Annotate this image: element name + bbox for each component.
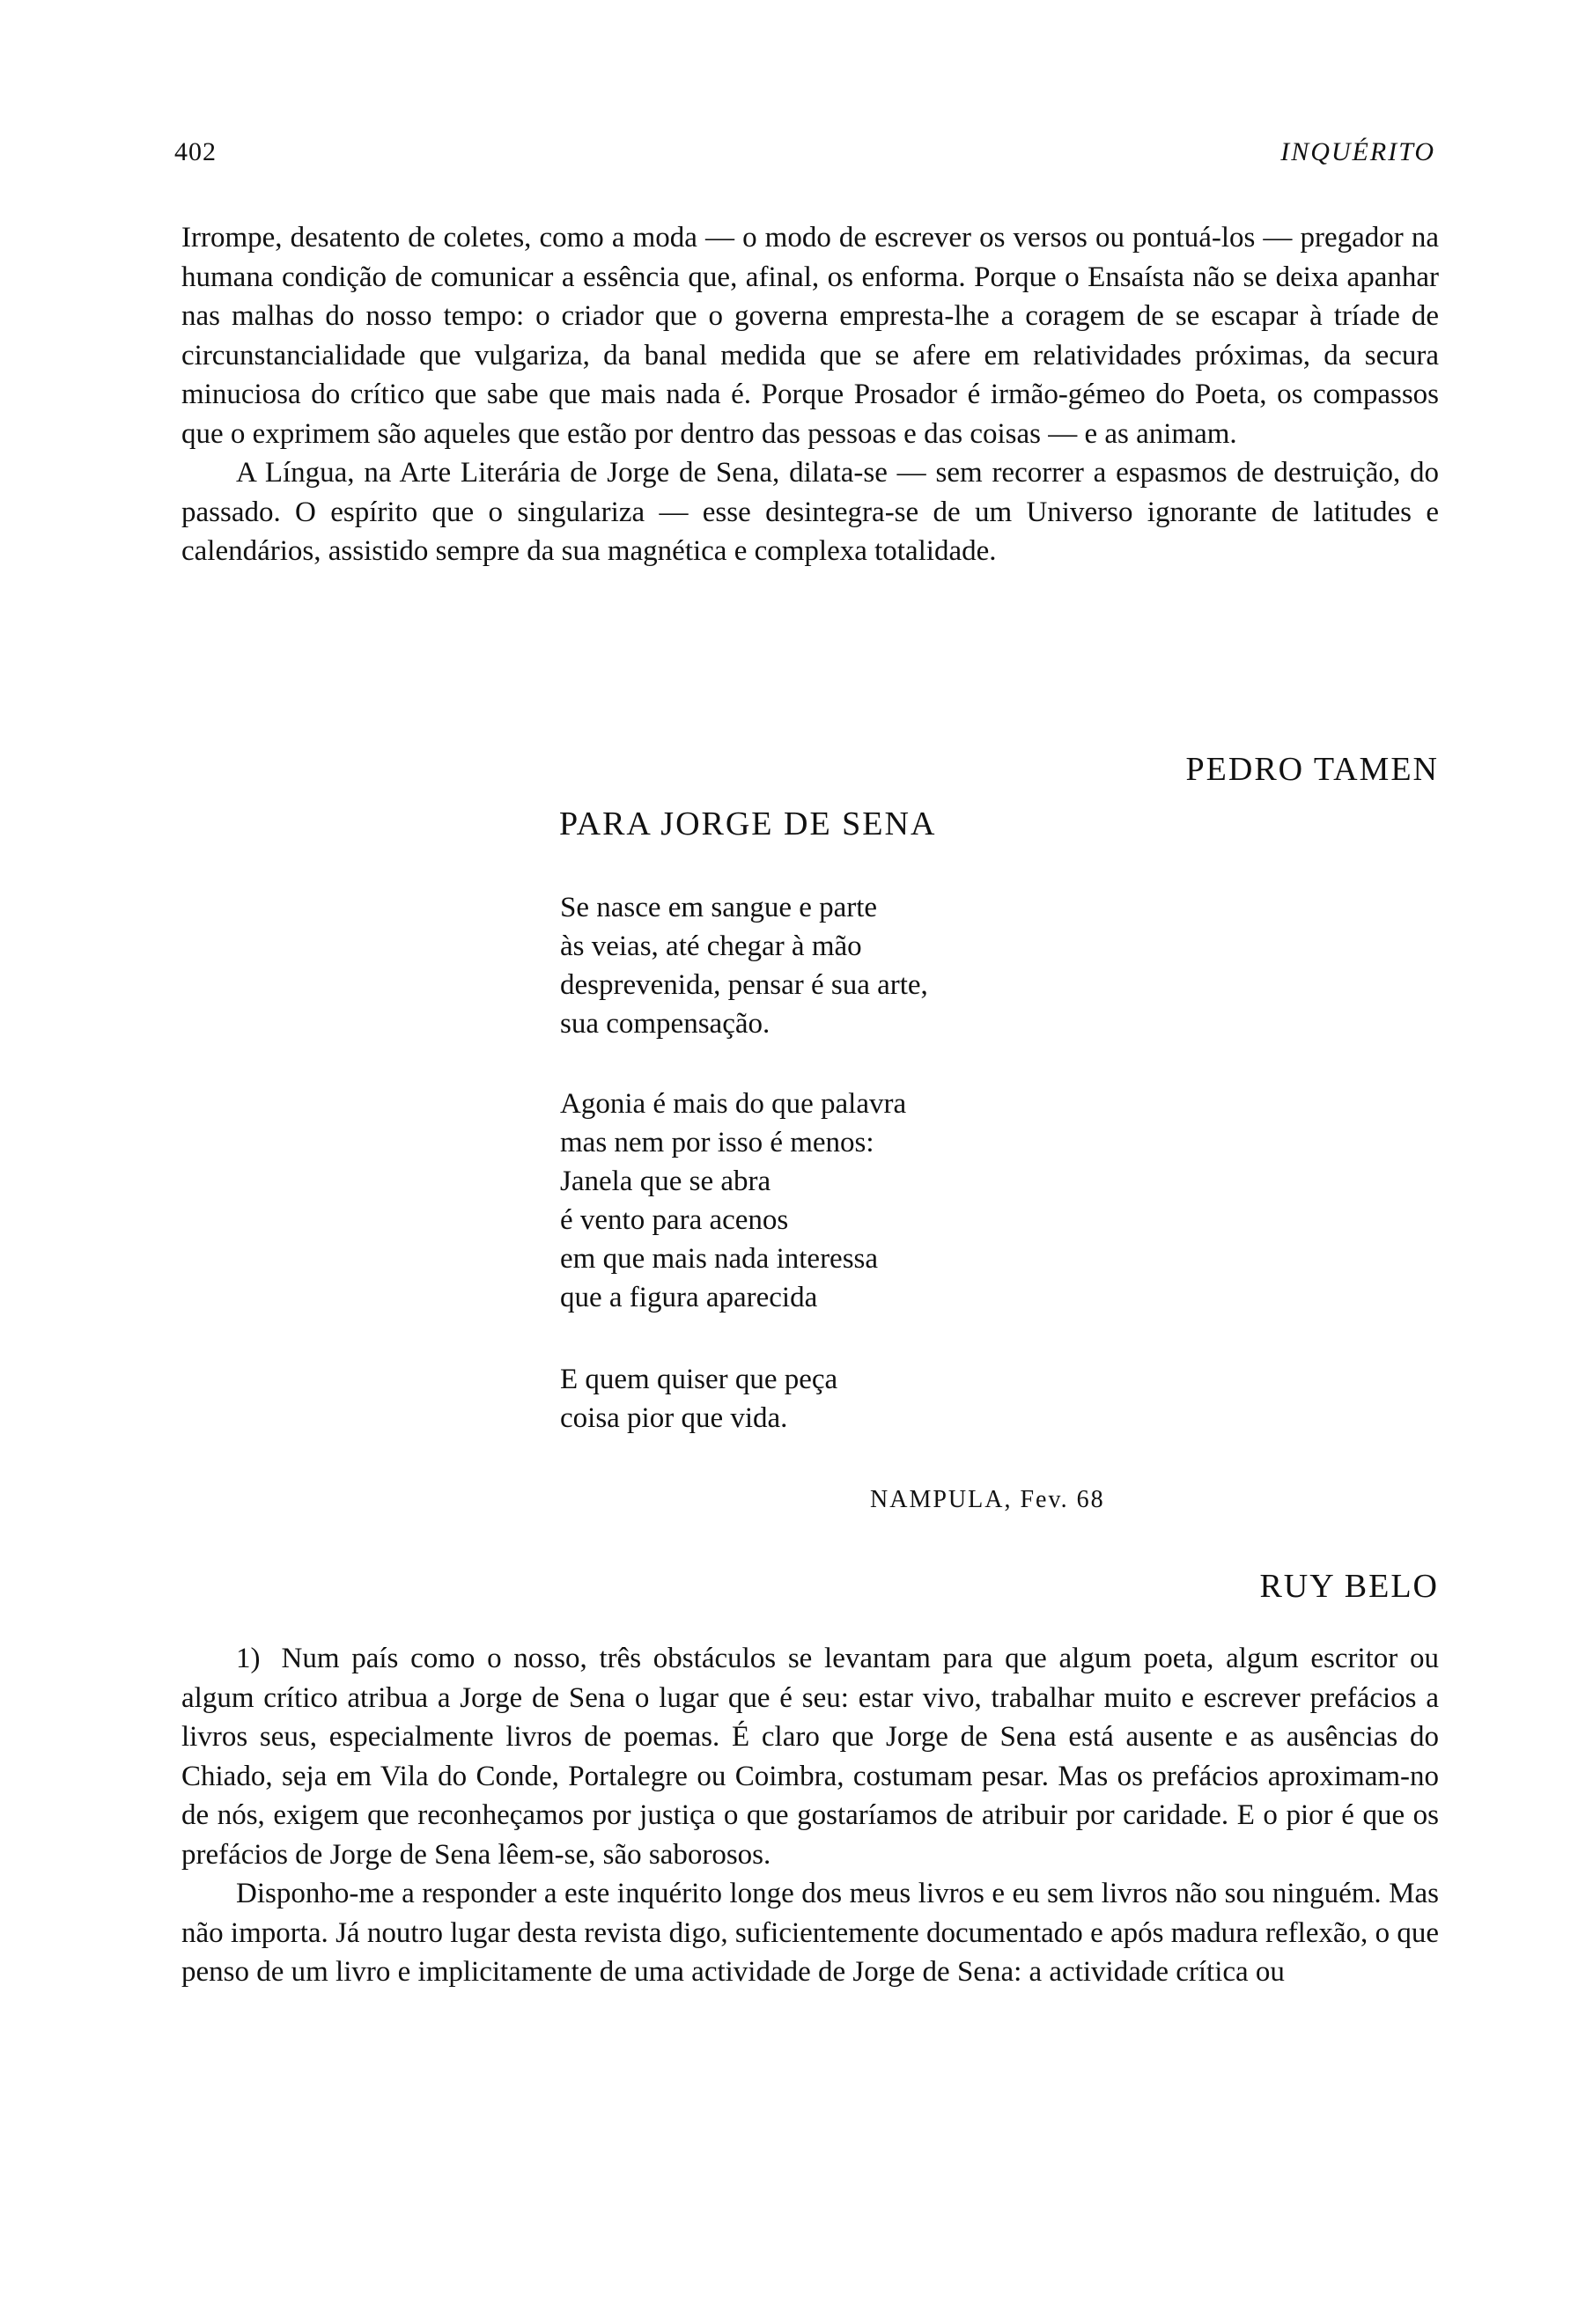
poem-stanza-3 [560, 1360, 1229, 1438]
intro-paragraph-1: Irrompe, desatento de coletes, como a moda — o modo de escrever os versos ou pontuá-los — pregador na humana condição de comunicar a essência que, afinal, os enforma. Porque o Ensaísta não se deixa apanhar nas malhas do nosso tempo: o criador que o governa empresta-lhe a coragem de se escapar à tríade de circunstancialidade que vulgariza, da banal medida que se afere em relatividades próximas, da secura minuciosa do crítico que sabe que mais nada é. Porque Prosador é irmão-gémeo do Poeta, os compassos que o exprimem são aqueles que estão por dentro das pessoas e das coisas — e as animam. [181, 222, 1439, 450]
ruy-belo-text [181, 1639, 1439, 1992]
poem-line: Se nasce em sangue e parte [560, 892, 878, 923]
poem-title: PARA JORGE DE SENA [559, 805, 937, 842]
poem-stanza-2 [560, 1085, 1229, 1317]
author-ruy-belo: RUY BELO [1259, 1568, 1439, 1605]
poem-line: coisa pior que vida. [560, 1402, 788, 1434]
poem-line: mas nem por isso é menos: [560, 1127, 874, 1158]
poem-line: sua compensação. [560, 1008, 771, 1040]
poem-stanza-1 [560, 888, 1229, 1043]
poem-line: que a figura aparecida [560, 1282, 818, 1313]
ruy-paragraph-2: Disponho-me a responder a este inquérito longe dos meus livros e eu sem livros não sou ninguém. Mas não importa. Já noutro lugar desta revista digo, suficientemente documentado e após madura reflexão, o que penso de um livro e implicitamente de uma actividade de Jorge de Sena: a actividade crítica ou [181, 1878, 1439, 1988]
page-number: 402 [174, 137, 217, 166]
intro-text [181, 218, 1439, 571]
poem-line: E quem quiser que peça [560, 1364, 838, 1395]
poem-signature: NAMPULA, Fev. 68 [870, 1486, 1105, 1513]
poem-line: é vento para acenos [560, 1204, 789, 1236]
poem-line: às veias, até chegar à mão [560, 930, 862, 962]
running-head: INQUÉRITO [1280, 137, 1435, 166]
ruy-paragraph-1 [181, 1639, 1439, 1874]
poem-line: em que mais nada interessa [560, 1243, 879, 1275]
ruy-paragraph-1-text: Num país como o nosso, três obstáculos se levantam para que algum poeta, algum escritor ou algum crítico atribua a Jorge de Sena o lugar que é seu: estar vivo, trabalhar muito e escrever prefácios a livros seus, especialmente livros de poemas. É claro que Jorge de Sena está ausente e as ausências do Chiado, seja em Vila do Conde, Portalegre ou Coimbra, costumam pesar. Mas os prefácios aproximam-no de nós, exigem que reconheçamos por justiça o que gostaríamos de atribuir por caridade. E o pior é que os prefácios de Jorge de Sena lêem-se, são saborosos. [181, 1643, 1439, 1871]
answer-number: 1) [236, 1643, 261, 1674]
poem-line: Agonia é mais do que palavra [560, 1088, 907, 1120]
author-pedro-tamen: PEDRO TAMEN [1185, 751, 1439, 788]
poem-line: Janela que se abra [560, 1166, 771, 1197]
poem-line: desprevenida, pensar é sua arte, [560, 969, 928, 1001]
intro-paragraph-2: A Língua, na Arte Literária de Jorge de Sena, dilata-se — sem recorrer a espasmos de destruição, do passado. O espírito que o singulariza — esse desintegra-se de um Universo ignorante de latitudes e calendários, assistido sempre da sua magnética e complexa totalidade. [181, 457, 1439, 567]
